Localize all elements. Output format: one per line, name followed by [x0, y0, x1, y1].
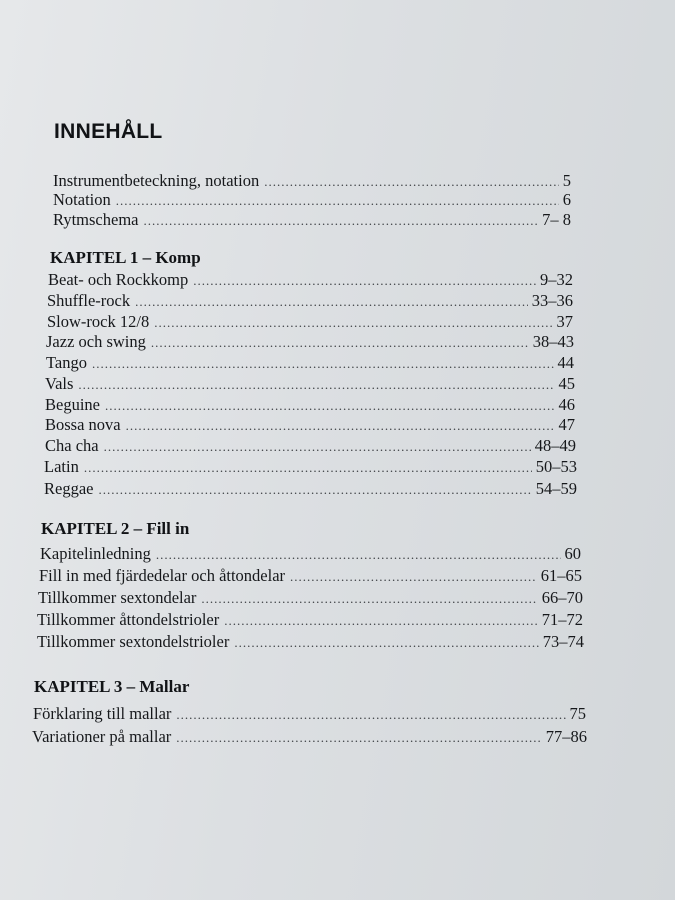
toc-entry-pages: 9–32 [540, 270, 573, 289]
dot-leader [92, 353, 553, 374]
toc-entry-pages: 71–72 [541, 610, 583, 629]
toc-entry-label: Latin [44, 457, 79, 476]
dot-leader [290, 566, 537, 587]
dot-leader [116, 190, 559, 211]
toc-entry-label: Tillkommer sextondelar [38, 588, 197, 607]
dot-leader [135, 291, 528, 312]
toc-entry-label: Tango [46, 353, 88, 372]
toc-entry-label: Förklaring till mallar [33, 704, 172, 723]
toc-entry-pages: 46 [558, 395, 575, 414]
dot-leader [98, 479, 531, 500]
toc-entry [37, 609, 583, 630]
toc-entry-pages: 54–59 [535, 479, 577, 498]
toc-entry-pages: 7– 8 [542, 210, 571, 229]
dot-leader [105, 395, 555, 416]
toc-entry [37, 631, 584, 652]
dot-leader [78, 374, 554, 395]
toc-entry-label: Notation [53, 190, 111, 209]
dot-leader [193, 270, 536, 291]
toc-entry [47, 290, 573, 311]
dot-leader [176, 704, 565, 725]
toc-entry-pages: 61–65 [540, 566, 582, 585]
toc-entry-pages: 73–74 [542, 632, 584, 651]
toc-entry [53, 170, 571, 191]
toc-entry-label: Vals [45, 374, 74, 393]
toc-entry-pages: 45 [558, 374, 575, 393]
toc-entry-label: Variationer på mallar [32, 727, 172, 746]
dot-leader [234, 632, 538, 653]
dot-leader [224, 610, 538, 631]
toc-entry-pages: 37 [556, 312, 573, 331]
toc-entry [47, 311, 573, 332]
toc-entry-pages: 33–36 [531, 291, 573, 310]
toc-entry-pages: 77–86 [545, 727, 587, 746]
toc-entry-label: Shuffle-rock [47, 291, 131, 310]
dot-leader [156, 544, 561, 565]
toc-entry [45, 394, 575, 415]
dot-leader [201, 588, 537, 609]
toc-entry [45, 435, 576, 456]
toc-entry [53, 209, 571, 230]
toc-entry-label: Beguine [45, 395, 100, 414]
toc-entry-label: Kapitelinledning [40, 544, 151, 563]
toc-entry-pages: 48–49 [534, 436, 576, 455]
toc-entry [39, 565, 582, 586]
toc-entry-label: Tillkommer sextondelstrioler [37, 632, 230, 651]
chapter-heading: KAPITEL 1 – Komp [50, 248, 201, 267]
toc-entry-label: Reggae [44, 479, 94, 498]
toc-entry-pages: 47 [558, 415, 575, 434]
toc-entry-pages: 5 [562, 171, 571, 190]
toc-entry [44, 456, 577, 477]
dot-leader [151, 332, 529, 353]
dot-leader [126, 415, 555, 436]
toc-entry-label: Tillkommer åttondelstrioler [37, 610, 220, 629]
toc-entry-label: Bossa nova [45, 415, 121, 434]
toc-entry [46, 352, 574, 373]
toc-entry-pages: 38–43 [532, 332, 574, 351]
dot-leader [84, 457, 532, 478]
toc-entry [45, 373, 575, 394]
chapter-heading: KAPITEL 2 – Fill in [41, 519, 190, 538]
toc-entry-label: Instrumentbeteckning, notation [53, 171, 260, 190]
toc-entry [46, 331, 574, 352]
toc-entry-label: Fill in med fjärdedelar och åttondelar [39, 566, 286, 585]
dot-leader [176, 727, 541, 748]
toc-entry-pages: 66–70 [541, 588, 583, 607]
toc-entry [40, 543, 581, 564]
toc-entry [33, 703, 586, 724]
dot-leader [144, 210, 539, 231]
toc-entry-pages: 6 [562, 190, 571, 209]
toc-entry-label: Beat- och Rockkomp [48, 270, 189, 289]
toc-entry [48, 269, 573, 290]
chapter-heading: KAPITEL 3 – Mallar [34, 677, 190, 696]
toc-entry [53, 189, 571, 210]
toc-entry [38, 587, 583, 608]
toc-entry-label: Cha cha [45, 436, 99, 455]
dot-leader [104, 436, 531, 457]
toc-entry-label: Jazz och swing [46, 332, 146, 351]
toc-entry [44, 478, 577, 499]
toc-entry-pages: 50–53 [535, 457, 577, 476]
page-title: INNEHÅLL [54, 120, 163, 143]
dot-leader [154, 312, 552, 333]
toc-entry [32, 726, 587, 747]
toc-entry-pages: 44 [557, 353, 574, 372]
toc-entry-label: Slow-rock 12/8 [47, 312, 150, 331]
toc-entry-pages: 60 [564, 544, 581, 563]
toc-entry-pages: 75 [569, 704, 586, 723]
toc-entry [45, 414, 575, 435]
toc-entry-label: Rytmschema [53, 210, 139, 229]
